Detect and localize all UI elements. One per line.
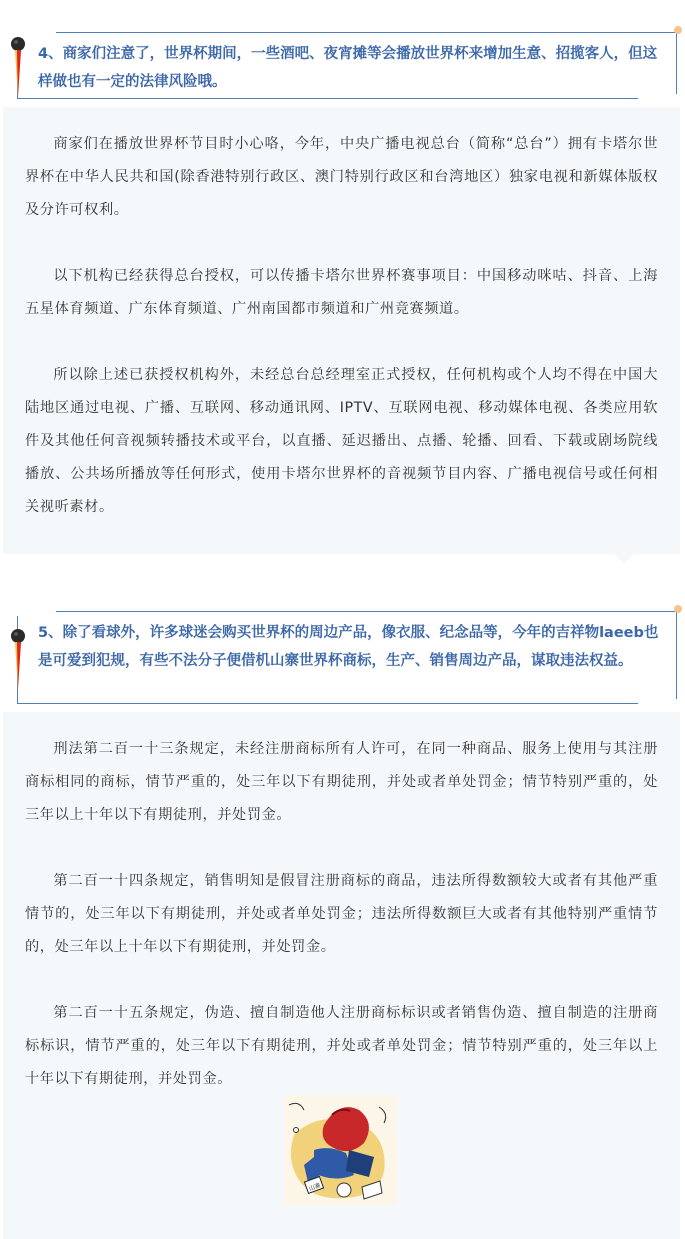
answer-section-4 — [3, 107, 680, 554]
question-box-4 — [17, 32, 677, 99]
counterfeit-goods-illustration — [284, 1095, 397, 1205]
question-4-text: 4、商家们注意了，世界杯期间，一些酒吧、夜宵摊等会播放世界杯来增加生意、招揽客人，但这样做也有一定的法律风险哦。 — [38, 46, 658, 90]
sign-text: 山寨 — [308, 1182, 322, 1193]
paragraph: 第二百一十四条规定，销售明知是假冒注册商标的商品，违法所得数额较大或者有其他严重情节的，处三年以下有期徒刑，并处或者单处罚金；违法所得数额巨大或者有其他特别严重情节的，处三年以上十年以下有期徒刑，并处罚金。 — [25, 873, 658, 955]
question-5-text: 5、除了看球外，许多球迷会购买世界杯的周边产品，像衣服、纪念品等，今年的吉祥物laeeb也是可爱到犯规，有些不法分子便借机山寨世界杯商标，生产、销售周边产品，谋取违法权益。 — [38, 625, 659, 669]
corner-dot-icon — [674, 605, 682, 613]
microphone-icon — [10, 628, 26, 694]
paragraph: 第二百一十五条规定，伪造、擅自制造他人注册商标标识或者销售伪造、擅自制造的注册商标标识，情节严重的，处三年以下有期徒刑，并处或者单处罚金；情节特别严重的，处三年以上十年以下有期徒刑，并处罚金。 — [25, 1005, 658, 1087]
speech-tail — [612, 552, 636, 564]
microphone-icon — [10, 36, 26, 102]
question-box-5 — [17, 611, 677, 704]
paragraph: 刑法第二百一十三条规定，未经注册商标所有人许可，在同一种商品、服务上使用与其注册商标相同的商标，情节严重的，处三年以下有期徒刑，并处或者单处罚金；情节特别严重的，处三年以上十年以下有期徒刑，并处罚金。 — [25, 741, 658, 823]
paragraph: 商家们在播放世界杯节目时小心咯，今年，中央广播电视总台（简称“总台”）拥有卡塔尔世界杯在中华人民共和国(除香港特别行政区、澳门特别行政区和台湾地区）独家电视和新媒体版权及分许可权利。 — [25, 136, 658, 218]
corner-dot-icon — [674, 26, 682, 34]
paragraph: 以下机构已经获得总台授权，可以传播卡塔尔世界杯赛事项目：中国移动咪咕、抖音、上海五星体育频道、广东体育频道、广州南国都市频道和广州竞赛频道。 — [25, 268, 658, 317]
paragraph: 所以除上述已获授权机构外，未经总台总经理室正式授权，任何机构或个人均不得在中国大陆地区通过电视、广播、互联网、移动通讯网、IPTV、互联网电视、移动媒体电视、各类应用软件及其他任何音视频转播技术或平台，以直播、延迟播出、点播、轮播、回看、下载或剧场院线播放、公共场所播放等任何形式，使用卡塔尔世界杯的音视频节目内容、广播电视信号或任何相关视听素材。 — [25, 367, 658, 515]
